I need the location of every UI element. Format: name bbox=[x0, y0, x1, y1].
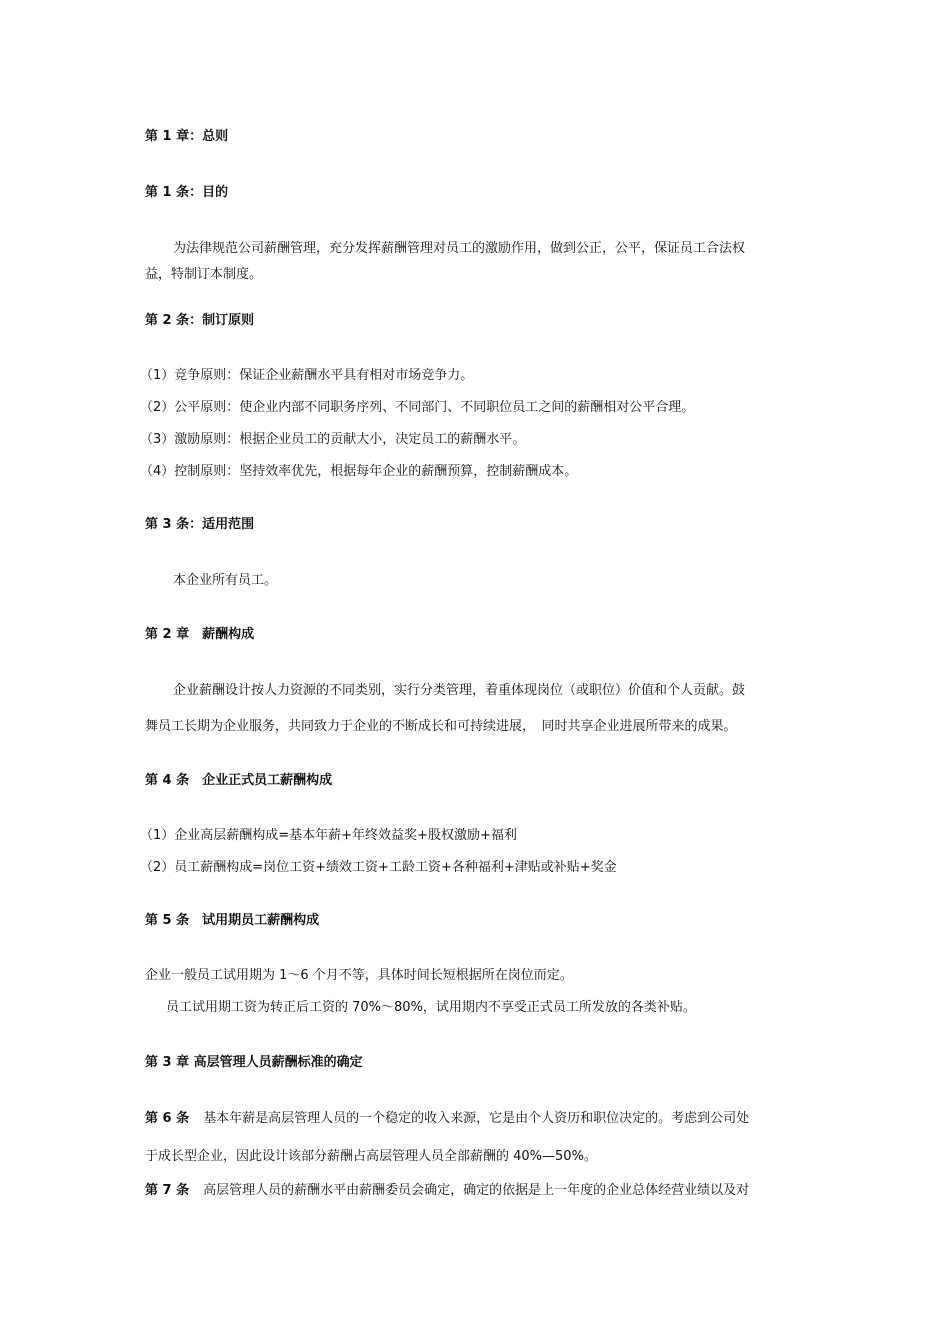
article-6-label: 第 6 条 bbox=[145, 1111, 190, 1126]
article-1-paragraph-line1: 为法律规范公司薪酬管理，充分发挥薪酬管理对员工的激励作用，做到公正，公平，保证员工合法权 bbox=[173, 241, 746, 256]
article-6-text-line1: 基本年薪是高层管理人员的一个稳定的收入来源，它是由个人资历和职位决定的。考虑到公司处 bbox=[203, 1111, 750, 1126]
article-6-text-line2: 于成长型企业，因此设计该部分薪酬占高层管理人员全部薪酬的 40%—50%。 bbox=[145, 1149, 597, 1164]
article-7-label: 第 7 条 bbox=[145, 1183, 190, 1198]
article-7-text-line1: 高层管理人员的薪酬水平由薪酬委员会确定，确定的依据是上一年度的企业总体经营业绩以及对 bbox=[203, 1183, 750, 1198]
article-1-paragraph-line2: 益，特制订本制度。 bbox=[145, 267, 263, 282]
principle-item: （2）公平原则：使企业内部不同职务序列、不同部门、不同职位员工之间的薪酬相对公平合理。 bbox=[140, 400, 695, 415]
article-3-text: 本企业所有员工。 bbox=[173, 573, 278, 588]
article-5-line2: 员工试用期工资为转正后工资的 70%～80%，试用期内不享受正式员工所发放的各类补贴。 bbox=[166, 1000, 696, 1015]
principle-item: （3）激励原则：根据企业员工的贡献大小，决定员工的薪酬水平。 bbox=[140, 432, 526, 447]
article-2-title: 第 2 条：制订原则 bbox=[145, 313, 255, 328]
article-5-line1: 企业一般员工试用期为 1～6 个月不等，具体时间长短根据所在岗位而定。 bbox=[145, 968, 573, 983]
pay-structure-item: （2）员工薪酬构成=岗位工资+绩效工资+工龄工资+各种福利+津贴或补贴+奖金 bbox=[140, 860, 617, 875]
chapter-2-paragraph-line1: 企业薪酬设计按人力资源的不同类别，实行分类管理，着重体现岗位（或职位）价值和个人贡献。鼓 bbox=[173, 683, 746, 698]
principle-item: （1）竞争原则：保证企业薪酬水平具有相对市场竞争力。 bbox=[140, 368, 474, 383]
article-1-title: 第 1 条：目的 bbox=[145, 185, 229, 200]
article-6-line1 bbox=[145, 1110, 815, 1128]
principle-item: （4）控制原则：坚持效率优先，根据每年企业的薪酬预算，控制薪酬成本。 bbox=[140, 464, 578, 479]
pay-structure-item: （1）企业高层薪酬构成=基本年薪+年终效益奖+股权激励+福利 bbox=[140, 828, 517, 843]
chapter-2-paragraph-line2: 舞员工长期为企业服务，共同致力于企业的不断成长和可持续进展， 同时共享企业进展所带来的成果。 bbox=[145, 719, 737, 734]
article-4-title: 第 4 条 企业正式员工薪酬构成 bbox=[145, 773, 333, 788]
chapter-2-title: 第 2 章 薪酬构成 bbox=[145, 627, 255, 642]
chapter-1-title: 第 1 章：总则 bbox=[145, 129, 229, 144]
article-3-title: 第 3 条：适用范围 bbox=[145, 517, 255, 532]
chapter-3-title: 第 3 章 高层管理人员薪酬标准的确定 bbox=[145, 1055, 363, 1070]
article-5-title: 第 5 条 试用期员工薪酬构成 bbox=[145, 913, 320, 928]
article-7-line1 bbox=[145, 1182, 815, 1200]
